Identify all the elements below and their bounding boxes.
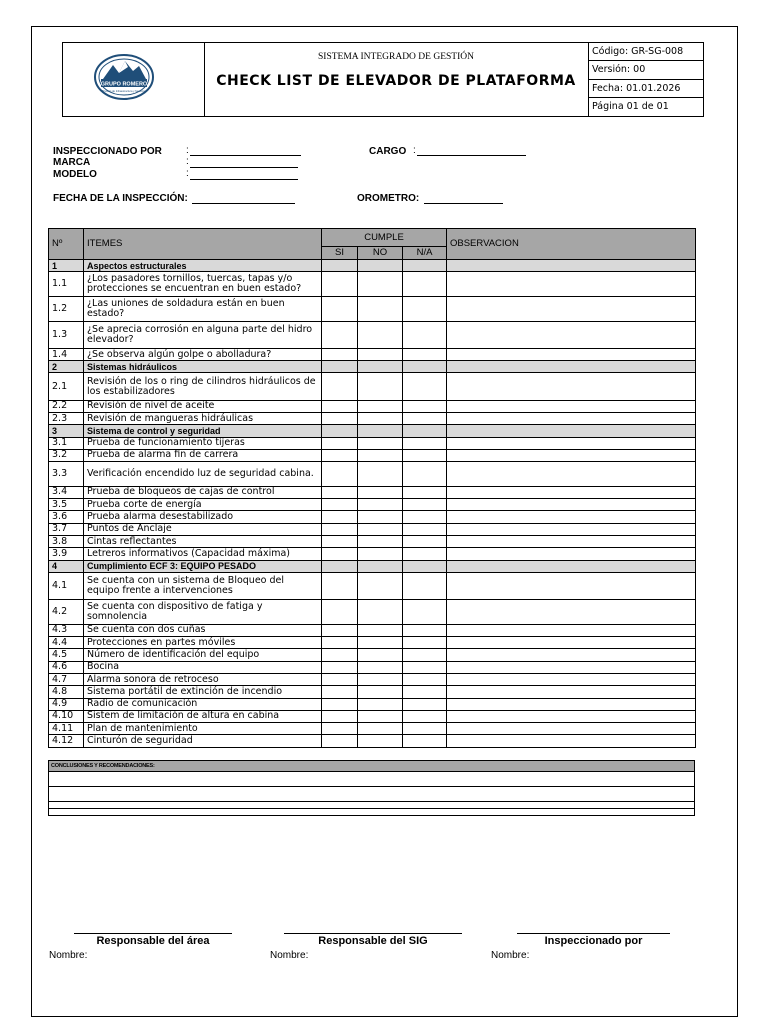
doc-page: Página 01 de 01 xyxy=(592,100,669,112)
signature-line-sig xyxy=(284,933,462,934)
no-cell[interactable] xyxy=(358,400,403,412)
no-cell xyxy=(358,260,403,272)
no-cell[interactable] xyxy=(358,686,403,698)
item-number: 1.4 xyxy=(49,348,84,360)
si-cell[interactable] xyxy=(322,449,358,461)
observation-cell[interactable] xyxy=(447,373,696,400)
na-cell[interactable] xyxy=(403,661,447,673)
no-cell[interactable] xyxy=(358,698,403,710)
fecha-field[interactable] xyxy=(192,203,295,204)
na-cell[interactable] xyxy=(403,686,447,698)
si-cell[interactable] xyxy=(322,412,358,424)
no-cell[interactable] xyxy=(358,673,403,685)
signature-role-inspected: Inspeccionado por xyxy=(544,935,643,947)
no-cell[interactable] xyxy=(358,637,403,649)
observation-cell[interactable] xyxy=(447,536,696,548)
item-text: Radio de comunicación xyxy=(84,698,322,710)
table-row xyxy=(49,637,696,649)
si-cell[interactable] xyxy=(322,572,358,599)
table-row xyxy=(49,735,696,747)
item-number: 4.11 xyxy=(49,723,84,735)
item-text: Prueba alarma desestabilizado xyxy=(84,511,322,523)
document-header xyxy=(62,42,704,117)
no-cell[interactable] xyxy=(358,272,403,297)
cargo-field[interactable] xyxy=(417,155,526,156)
si-cell[interactable] xyxy=(322,373,358,400)
observation-cell[interactable] xyxy=(447,462,696,487)
item-number: 4.10 xyxy=(49,710,84,722)
observation-cell[interactable] xyxy=(447,348,696,360)
si-cell[interactable] xyxy=(322,661,358,673)
logo-subtext: División de Infraestructura y Servicios xyxy=(102,90,146,93)
na-cell[interactable] xyxy=(403,373,447,400)
item-number: 4.5 xyxy=(49,649,84,661)
table-row xyxy=(49,272,696,297)
item-text: Plan de mantenimiento xyxy=(84,723,322,735)
si-cell[interactable] xyxy=(322,698,358,710)
item-text: Se cuenta con dispositivo de fatiga y somnolencia xyxy=(84,600,322,625)
table-row xyxy=(49,649,696,661)
observation-cell[interactable] xyxy=(447,486,696,498)
orometro-field[interactable] xyxy=(424,203,503,204)
na-cell xyxy=(403,425,447,437)
item-number: 2 xyxy=(49,361,84,373)
no-cell[interactable] xyxy=(358,437,403,449)
table-row xyxy=(49,449,696,461)
item-number: 3.3 xyxy=(49,462,84,487)
item-text: Se cuenta con dos cuñas xyxy=(84,624,322,636)
observation-cell[interactable] xyxy=(447,572,696,599)
si-cell[interactable] xyxy=(322,511,358,523)
table-row xyxy=(49,373,696,400)
observation-cell[interactable] xyxy=(447,449,696,461)
item-number: 4.12 xyxy=(49,735,84,747)
item-text: Puntos de Anclaje xyxy=(84,523,322,535)
col-observation-header: OBSERVACION xyxy=(447,229,696,260)
si-cell[interactable] xyxy=(322,686,358,698)
observation-cell xyxy=(447,361,696,373)
na-cell[interactable] xyxy=(403,723,447,735)
observation-cell[interactable] xyxy=(447,511,696,523)
inspector-label: INSPECCIONADO POR xyxy=(53,146,162,157)
si-cell xyxy=(322,361,358,373)
company-logo xyxy=(93,53,155,105)
modelo-label: MODELO xyxy=(53,169,97,180)
na-cell[interactable] xyxy=(403,548,447,560)
item-number: 2.2 xyxy=(49,400,84,412)
na-cell[interactable] xyxy=(403,600,447,625)
fecha-label: FECHA DE LA INSPECCIÓN: xyxy=(53,193,188,204)
item-text: Revisión de mangueras hidráulicas xyxy=(84,412,322,424)
conclusions-section xyxy=(48,760,695,816)
no-cell[interactable] xyxy=(358,449,403,461)
conclusions-line[interactable] xyxy=(48,802,695,809)
item-text: Prueba de funcionamiento tijeras xyxy=(84,437,322,449)
observation-cell[interactable] xyxy=(447,624,696,636)
si-cell[interactable] xyxy=(322,272,358,297)
table-row xyxy=(49,686,696,698)
si-cell[interactable] xyxy=(322,710,358,722)
observation-cell[interactable] xyxy=(447,686,696,698)
si-cell[interactable] xyxy=(322,499,358,511)
observation-cell xyxy=(447,260,696,272)
si-cell[interactable] xyxy=(322,735,358,747)
observation-cell[interactable] xyxy=(447,412,696,424)
item-text: Protecciones en partes móviles xyxy=(84,637,322,649)
na-cell[interactable] xyxy=(403,735,447,747)
item-text: Revisión de los o ring de cilindros hidráulicos de los estabilizadores xyxy=(84,373,322,400)
item-text: Prueba corte de energía xyxy=(84,499,322,511)
modelo-colon: : xyxy=(186,168,189,179)
na-cell[interactable] xyxy=(403,321,447,348)
doc-version: Versión: 00 xyxy=(588,61,703,79)
observation-cell[interactable] xyxy=(447,698,696,710)
item-number: 3.9 xyxy=(49,548,84,560)
table-row xyxy=(49,710,696,722)
doc-date: Fecha: 01.01.2026 xyxy=(588,80,703,98)
si-cell[interactable] xyxy=(322,723,358,735)
no-cell[interactable] xyxy=(358,536,403,548)
item-text: Cinturón de seguridad xyxy=(84,735,322,747)
no-cell[interactable] xyxy=(358,600,403,625)
section-title: Cumplimiento ECF 3: EQUIPO PESADO xyxy=(84,560,322,572)
na-cell[interactable] xyxy=(403,348,447,360)
observation-cell[interactable] xyxy=(447,673,696,685)
item-number: 3.2 xyxy=(49,449,84,461)
cargo-label: CARGO xyxy=(369,146,407,157)
item-number: 4.3 xyxy=(49,624,84,636)
na-cell[interactable] xyxy=(403,536,447,548)
table-row xyxy=(49,548,696,560)
no-cell[interactable] xyxy=(358,624,403,636)
col-si-header: SI xyxy=(322,247,358,260)
observation-cell[interactable] xyxy=(447,637,696,649)
cargo-colon: : xyxy=(413,145,416,156)
checklist-rows xyxy=(49,260,696,748)
item-text: Número de identificación del equipo xyxy=(84,649,322,661)
conclusions-line[interactable] xyxy=(48,787,695,802)
doc-code: Código: GR-SG-008 xyxy=(588,43,703,61)
observation-cell[interactable] xyxy=(447,321,696,348)
na-cell[interactable] xyxy=(403,437,447,449)
na-cell[interactable] xyxy=(403,449,447,461)
item-text: ¿Se observa algún golpe o abolladura? xyxy=(84,348,322,360)
table-row xyxy=(49,486,696,498)
modelo-field[interactable] xyxy=(190,179,298,180)
item-number: 4.2 xyxy=(49,600,84,625)
observation-cell[interactable] xyxy=(447,296,696,321)
na-cell[interactable] xyxy=(403,523,447,535)
item-number: 4.8 xyxy=(49,686,84,698)
item-text: Bocina xyxy=(84,661,322,673)
item-number: 3.6 xyxy=(49,511,84,523)
no-cell xyxy=(358,560,403,572)
table-row xyxy=(49,536,696,548)
system-name: SISTEMA INTEGRADO DE GESTIÓN xyxy=(318,52,474,62)
signature-name-sig: Nombre: xyxy=(270,950,309,961)
no-cell[interactable] xyxy=(358,723,403,735)
no-cell[interactable] xyxy=(358,649,403,661)
table-row xyxy=(49,400,696,412)
no-cell[interactable] xyxy=(358,499,403,511)
table-row xyxy=(49,661,696,673)
table-row xyxy=(49,412,696,424)
na-cell[interactable] xyxy=(403,673,447,685)
table-row xyxy=(49,296,696,321)
no-cell[interactable] xyxy=(358,511,403,523)
table-row xyxy=(49,723,696,735)
marca-colon: : xyxy=(186,156,189,167)
si-cell[interactable] xyxy=(322,486,358,498)
si-cell[interactable] xyxy=(322,400,358,412)
observation-cell[interactable] xyxy=(447,400,696,412)
na-cell xyxy=(403,361,447,373)
table-row xyxy=(49,437,696,449)
observation-cell xyxy=(447,560,696,572)
item-number: 2.3 xyxy=(49,412,84,424)
item-text: Alarma sonora de retroceso xyxy=(84,673,322,685)
item-number: 4.6 xyxy=(49,661,84,673)
table-row xyxy=(49,348,696,360)
na-cell[interactable] xyxy=(403,272,447,297)
observation-cell[interactable] xyxy=(447,499,696,511)
si-cell[interactable] xyxy=(322,600,358,625)
na-cell[interactable] xyxy=(403,412,447,424)
observation-cell[interactable] xyxy=(447,272,696,297)
item-text: Sistem de limitación de altura en cabina xyxy=(84,710,322,722)
no-cell[interactable] xyxy=(358,348,403,360)
signature-name-area: Nombre: xyxy=(49,950,88,961)
si-cell[interactable] xyxy=(322,523,358,535)
no-cell[interactable] xyxy=(358,462,403,487)
item-text: ¿Se aprecia corrosión en alguna parte del hidro elevador? xyxy=(84,321,322,348)
item-text: Letreros informativos (Capacidad máxima) xyxy=(84,548,322,560)
si-cell[interactable] xyxy=(322,637,358,649)
item-number: 3.7 xyxy=(49,523,84,535)
col-no-header: NO xyxy=(358,247,403,260)
section-row xyxy=(49,361,696,373)
item-text: Verificación encendido luz de seguridad cabina. xyxy=(84,462,322,487)
col-number-header: Nº xyxy=(49,229,84,260)
no-cell[interactable] xyxy=(358,523,403,535)
si-cell[interactable] xyxy=(322,624,358,636)
na-cell[interactable] xyxy=(403,486,447,498)
item-text: Cintas reflectantes xyxy=(84,536,322,548)
observation-cell[interactable] xyxy=(447,723,696,735)
item-number: 3.4 xyxy=(49,486,84,498)
observation-cell[interactable] xyxy=(447,661,696,673)
item-number: 1.3 xyxy=(49,321,84,348)
title-cell xyxy=(204,43,589,116)
si-cell[interactable] xyxy=(322,437,358,449)
item-number: 1.2 xyxy=(49,296,84,321)
conclusions-line[interactable] xyxy=(48,772,695,787)
logo-text: GRUPO ROMERO xyxy=(100,81,148,88)
na-cell[interactable] xyxy=(403,649,447,661)
si-cell[interactable] xyxy=(322,548,358,560)
document-meta xyxy=(588,43,703,116)
no-cell[interactable] xyxy=(358,661,403,673)
item-number: 1 xyxy=(49,260,84,272)
item-text: Prueba de alarma fin de carrera xyxy=(84,449,322,461)
na-cell[interactable] xyxy=(403,462,447,487)
table-row xyxy=(49,624,696,636)
na-cell[interactable] xyxy=(403,710,447,722)
col-cumple-header: CUMPLE xyxy=(322,229,447,247)
signature-role-sig: Responsable del SIG xyxy=(318,935,428,947)
no-cell xyxy=(358,361,403,373)
no-cell[interactable] xyxy=(358,735,403,747)
col-items-header: ITEMES xyxy=(84,229,322,260)
si-cell[interactable] xyxy=(322,536,358,548)
table-row xyxy=(49,698,696,710)
conclusions-line[interactable] xyxy=(48,809,695,816)
observation-cell[interactable] xyxy=(447,600,696,625)
item-text: Revisión de nivel de aceite xyxy=(84,400,322,412)
item-number: 2.1 xyxy=(49,373,84,400)
observation-cell[interactable] xyxy=(447,548,696,560)
si-cell[interactable] xyxy=(322,296,358,321)
na-cell[interactable] xyxy=(403,572,447,599)
na-cell[interactable] xyxy=(403,637,447,649)
section-row xyxy=(49,425,696,437)
item-number: 4 xyxy=(49,560,84,572)
table-row xyxy=(49,499,696,511)
table-row xyxy=(49,673,696,685)
na-cell[interactable] xyxy=(403,400,447,412)
item-number: 3.8 xyxy=(49,536,84,548)
col-na-header: N/A xyxy=(403,247,447,260)
marca-field[interactable] xyxy=(190,167,298,168)
na-cell[interactable] xyxy=(403,698,447,710)
item-number: 3.5 xyxy=(49,499,84,511)
item-number: 3 xyxy=(49,425,84,437)
section-row xyxy=(49,560,696,572)
item-number: 4.1 xyxy=(49,572,84,599)
na-cell xyxy=(403,260,447,272)
no-cell[interactable] xyxy=(358,572,403,599)
observation-cell[interactable] xyxy=(447,523,696,535)
no-cell[interactable] xyxy=(358,710,403,722)
na-cell[interactable] xyxy=(403,499,447,511)
conclusions-label: CONCLUSIONES Y RECOMENDACIONES: xyxy=(48,760,695,772)
observation-cell[interactable] xyxy=(447,649,696,661)
table-row xyxy=(49,600,696,625)
signature-line-area xyxy=(74,933,232,934)
table-row xyxy=(49,321,696,348)
section-row xyxy=(49,260,696,272)
observation-cell xyxy=(447,425,696,437)
item-number: 4.7 xyxy=(49,673,84,685)
no-cell[interactable] xyxy=(358,296,403,321)
si-cell xyxy=(322,425,358,437)
table-row xyxy=(49,511,696,523)
table-row xyxy=(49,523,696,535)
item-text: Se cuenta con un sistema de Bloqueo del equipo frente a intervenciones xyxy=(84,572,322,599)
inspector-colon: : xyxy=(186,145,189,156)
si-cell[interactable] xyxy=(322,462,358,487)
table-row xyxy=(49,462,696,487)
logo-cell xyxy=(63,43,205,116)
checklist-table xyxy=(48,228,696,748)
item-number: 1.1 xyxy=(49,272,84,297)
section-title: Sistemas hidráulicos xyxy=(84,361,322,373)
section-title: Aspectos estructurales xyxy=(84,260,322,272)
no-cell[interactable] xyxy=(358,486,403,498)
item-number: 4.9 xyxy=(49,698,84,710)
si-cell[interactable] xyxy=(322,348,358,360)
observation-cell[interactable] xyxy=(447,437,696,449)
observation-cell[interactable] xyxy=(447,735,696,747)
item-text: Prueba de bloqueos de cajas de control xyxy=(84,486,322,498)
section-title: Sistema de control y seguridad xyxy=(84,425,322,437)
signature-name-inspected: Nombre: xyxy=(491,950,530,961)
si-cell[interactable] xyxy=(322,321,358,348)
item-text: ¿Las uniones de soldadura están en buen estado? xyxy=(84,296,322,321)
na-cell[interactable] xyxy=(403,511,447,523)
table-row xyxy=(49,572,696,599)
signature-role-area: Responsable del área xyxy=(96,935,210,947)
marca-label: MARCA xyxy=(53,157,91,168)
si-cell xyxy=(322,260,358,272)
si-cell[interactable] xyxy=(322,649,358,661)
na-cell xyxy=(403,560,447,572)
document-title: CHECK LIST DE ELEVADOR DE PLATAFORMA xyxy=(216,73,576,89)
item-text: Sistema portátil de extinción de incendio xyxy=(84,686,322,698)
na-cell[interactable] xyxy=(403,624,447,636)
item-number: 3.1 xyxy=(49,437,84,449)
no-cell xyxy=(358,425,403,437)
inspector-field[interactable] xyxy=(190,155,301,156)
observation-cell[interactable] xyxy=(447,710,696,722)
na-cell[interactable] xyxy=(403,296,447,321)
no-cell[interactable] xyxy=(358,321,403,348)
orometro-label: OROMETRO: xyxy=(357,193,420,204)
si-cell[interactable] xyxy=(322,673,358,685)
item-text: ¿Los pasadores tornillos, tuercas, tapas y/o protecciones se encuentran en buen estado? xyxy=(84,272,322,297)
si-cell xyxy=(322,560,358,572)
no-cell[interactable] xyxy=(358,548,403,560)
signature-line-inspected xyxy=(517,933,670,934)
item-number: 4.4 xyxy=(49,637,84,649)
no-cell[interactable] xyxy=(358,373,403,400)
no-cell[interactable] xyxy=(358,412,403,424)
